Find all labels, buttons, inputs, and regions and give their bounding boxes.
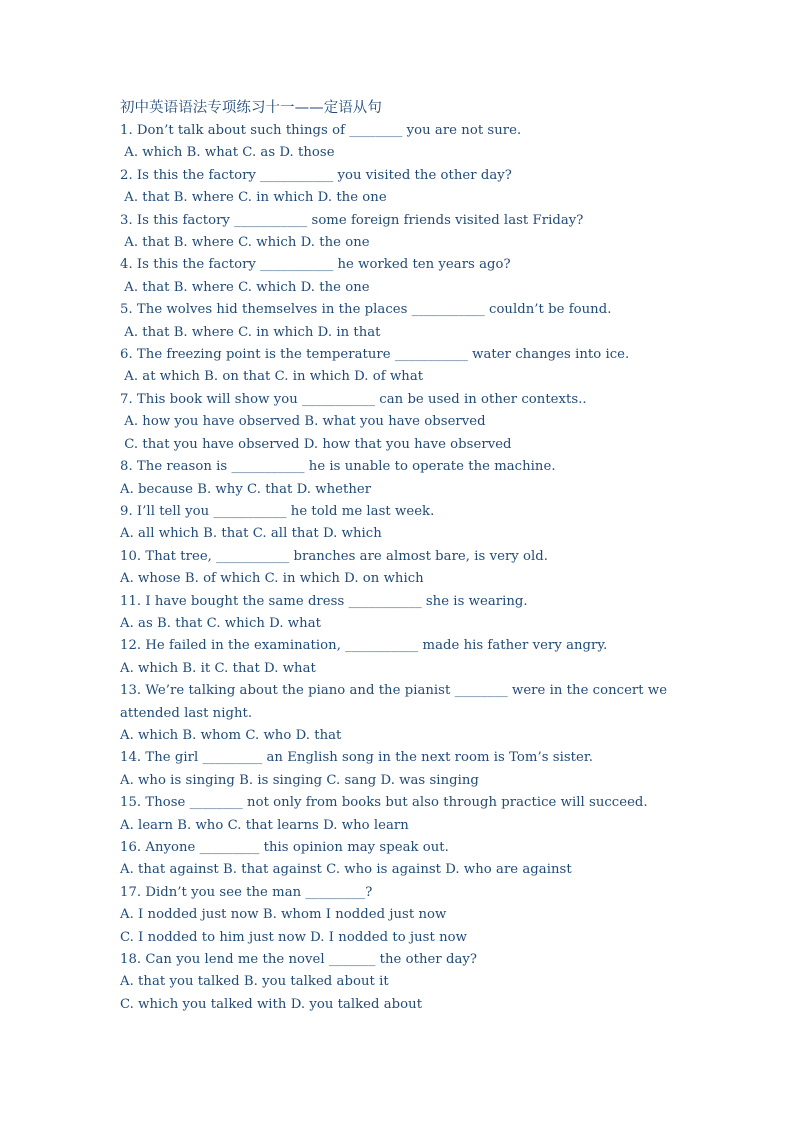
options-15: A. learn B. who C. that learns D. who learn <box>120 817 409 833</box>
document-page <box>120 97 680 1016</box>
options-4: A. that B. where C. which D. the one <box>120 279 370 295</box>
question-14: 14. The girl _________ an English song in the next room is Tom’s sister. <box>120 750 594 766</box>
question-6: 6. The freezing point is the temperature ___________ water changes into ice. <box>120 347 630 363</box>
options-7b: C. that you have observed D. how that you have observed <box>120 436 512 452</box>
question-1: 1. Don’t talk about such things of ________ you are not sure. <box>120 123 522 138</box>
question-16: 16. Anyone _________ this opinion may speak out. <box>120 840 449 855</box>
options-9: A. all which B. that C. all that D. which <box>120 526 382 542</box>
question-10: 10. That tree, ___________ branches are almost bare, is very old. <box>120 548 549 564</box>
question-12: 12. He failed in the examination, ___________ made his father very angry. <box>120 638 608 654</box>
options-6: A. at which B. on that C. in which D. of what <box>120 369 424 385</box>
options-10: A. whose B. of which C. in which D. on which <box>120 571 424 587</box>
question-15: 15. Those ________ not only from books but also through practice will succeed. <box>120 795 648 811</box>
options-1: A. which B. what C. as D. those <box>120 145 335 161</box>
options-2: A. that B. where C. in which D. the one <box>120 190 387 206</box>
options-18b: C. which you talked with D. you talked about <box>120 996 423 1012</box>
options-8: A. because B. why C. that D. whether <box>120 481 372 497</box>
question-3: 3. Is this factory ___________ some foreign friends visited last Friday? <box>120 212 584 228</box>
options-18a: A. that you talked B. you talked about it <box>120 974 389 990</box>
question-17: 17. Didn’t you see the man _________? <box>120 884 373 900</box>
options-7a: A. how you have observed B. what you have observed <box>120 414 486 430</box>
options-3: A. that B. where C. which D. the one <box>120 235 370 251</box>
question-5: 5. The wolves hid themselves in the places ___________ couldn’t be found. <box>120 302 612 318</box>
document-title: 初中英语语法专项练习十一——定语从句 <box>120 100 382 116</box>
question-18: 18. Can you lend me the novel _______ the other day? <box>120 952 478 968</box>
options-12: A. which B. it C. that D. what <box>120 660 316 676</box>
options-5: A. that B. where C. in which D. in that <box>120 324 381 340</box>
options-16: A. that against B. that against C. who is against D. who are against <box>120 862 572 878</box>
question-11: 11. I have bought the same dress ___________ she is wearing. <box>120 593 528 609</box>
question-8: 8. The reason is ___________ he is unable to operate the machine. <box>120 459 556 475</box>
options-17a: A. I nodded just now B. whom I nodded just now <box>120 907 447 923</box>
options-11: A. as B. that C. which D. what <box>120 615 321 631</box>
question-13: 13. We’re talking about the piano and the pianist ________ were in the concert we attended last night. <box>120 683 668 721</box>
question-4: 4. Is this the factory ___________ he worked ten years ago? <box>120 257 511 273</box>
options-14: A. who is singing B. is singing C. sang D. was singing <box>120 772 479 788</box>
question-2: 2. Is this the factory ___________ you visited the other day? <box>120 167 512 183</box>
question-9: 9. I’ll tell you ___________ he told me last week. <box>120 503 435 519</box>
options-13: A. which B. whom C. who D. that <box>120 727 342 743</box>
options-17b: C. I nodded to him just now D. I nodded to just now <box>120 929 467 945</box>
question-7: 7. This book will show you ___________ can be used in other contexts.. <box>120 391 587 407</box>
